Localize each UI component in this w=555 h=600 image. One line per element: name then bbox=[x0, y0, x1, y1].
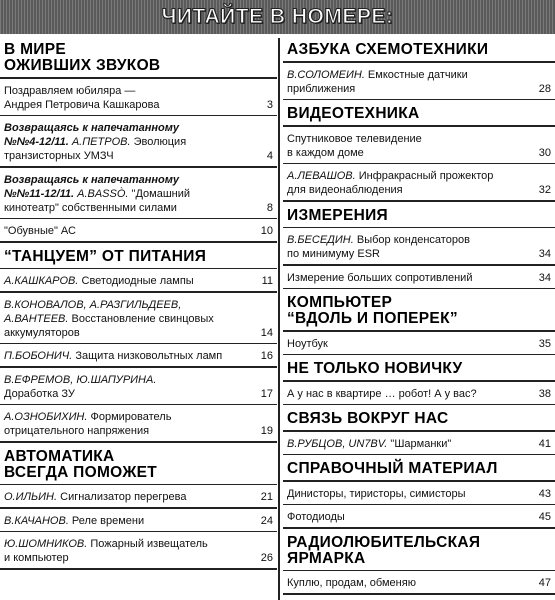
page-number: 26 bbox=[260, 552, 273, 564]
entry-author: A.BASSÒ. bbox=[74, 187, 129, 200]
entry-text: Реле времени bbox=[68, 514, 145, 527]
entry-text: и компьютер bbox=[4, 552, 69, 564]
toc-entry bbox=[0, 219, 277, 241]
toc-section bbox=[283, 355, 555, 405]
toc-entry bbox=[0, 344, 277, 366]
page-number: 47 bbox=[538, 577, 551, 589]
left-column bbox=[0, 36, 277, 570]
toc-section bbox=[283, 36, 555, 100]
section-title-line: АВТОМАТИКА bbox=[4, 447, 115, 465]
entry-text: Измерение больших сопротивлений bbox=[287, 271, 473, 284]
entry-text: Емкостные датчики bbox=[364, 68, 468, 81]
toc-entry bbox=[0, 293, 277, 343]
section-title-line: НЕ ТОЛЬКО НОВИЧКУ bbox=[287, 360, 463, 377]
toc-entry bbox=[0, 509, 277, 531]
section-title-line: ВСЕГДА ПОМОЖЕТ bbox=[4, 463, 158, 481]
toc-entry bbox=[283, 432, 555, 454]
entry-text: Андрея Петровича Кашкарова bbox=[4, 98, 160, 111]
entry-text: в каждом доме bbox=[287, 146, 364, 159]
entry-author: А.ПЕТРОВ. bbox=[68, 136, 131, 148]
page-number: 10 bbox=[260, 225, 273, 237]
page-number: 41 bbox=[538, 437, 551, 450]
entry-text: Формирователь bbox=[87, 411, 172, 423]
entry-text: Спутниковое телевидение bbox=[287, 132, 422, 145]
toc-section bbox=[283, 405, 555, 455]
entry-text: Пожарный извещатель bbox=[87, 538, 208, 550]
toc-section bbox=[283, 289, 555, 355]
page-number: 8 bbox=[266, 201, 273, 214]
toc-entry bbox=[283, 382, 555, 404]
page-number: 38 bbox=[538, 387, 551, 400]
entry-text: Выбор конденсаторов bbox=[353, 234, 470, 246]
entry-text: кинотеатр" собственными силами bbox=[4, 201, 177, 214]
entry-text: "Домашний bbox=[128, 187, 191, 200]
toc-entry bbox=[0, 269, 277, 291]
toc-entry bbox=[283, 127, 555, 163]
toc-section bbox=[283, 202, 555, 290]
section-title bbox=[283, 455, 555, 480]
page-number: 24 bbox=[260, 514, 273, 527]
page-number: 16 bbox=[260, 350, 273, 362]
section-title-line: ОЖИВШИХ ЗВУКОВ bbox=[4, 57, 161, 74]
banner-title: ЧИТАЙТЕ В НОМЕРЕ: bbox=[161, 5, 394, 28]
toc-entry bbox=[283, 571, 555, 593]
page-number: 19 bbox=[260, 425, 273, 437]
entry-author: В.СОЛОМЕИН. bbox=[287, 68, 365, 81]
section-title bbox=[0, 36, 277, 77]
entry-author: О.ИЛЬИН. bbox=[4, 491, 58, 503]
entry-author: В.ЕФРЕМОВ, Ю.ШАПУРИНА. bbox=[4, 373, 157, 386]
entry-text: Восстановление свинцовых bbox=[68, 312, 214, 325]
entry-text: приближения bbox=[287, 82, 356, 95]
section-title bbox=[283, 405, 555, 430]
entry-text: для видеонаблюдения bbox=[287, 184, 403, 196]
section-title-line: ВИДЕОТЕХНИКА bbox=[287, 105, 420, 122]
section-title-line: “ВДОЛЬ И ПОПЕРЕК” bbox=[287, 310, 458, 327]
toc-entry bbox=[0, 532, 277, 568]
entry-text: Ноутбук bbox=[287, 337, 328, 350]
right-column bbox=[283, 36, 555, 595]
entry-text: Куплю, продам, обменяю bbox=[287, 577, 416, 589]
entry-heading: Возвращаясь к напечатанному bbox=[4, 173, 179, 186]
entry-text: Фотодиоды bbox=[287, 511, 345, 523]
entry-author: В.РУБЦОВ, UN7BV. bbox=[287, 437, 388, 450]
section-title-line: ИЗМЕРЕНИЯ bbox=[287, 206, 388, 224]
toc-section bbox=[0, 243, 277, 443]
section-title bbox=[283, 355, 555, 380]
section-title bbox=[0, 443, 277, 484]
issue-ref: №№11-12/11. bbox=[4, 187, 75, 200]
section-title-line: СВЯЗЬ ВОКРУГ НАС bbox=[287, 410, 449, 427]
section-divider bbox=[283, 593, 555, 595]
section-title bbox=[283, 100, 555, 125]
entry-author: А.ВАНТЕЕВ. bbox=[4, 312, 69, 325]
page-number: 28 bbox=[538, 82, 551, 95]
section-title-line: КОМПЬЮТЕР bbox=[287, 294, 393, 311]
page-number: 14 bbox=[260, 326, 273, 339]
section-title bbox=[283, 36, 555, 61]
entry-text: Поздравляем юбиляра — bbox=[4, 84, 136, 97]
entry-text: Светодиодные лампы bbox=[78, 275, 194, 287]
page-number: 21 bbox=[260, 491, 273, 503]
entry-text: А у нас в квартире … робот! А у вас? bbox=[287, 387, 477, 400]
entry-text: транзисторных УМЗЧ bbox=[4, 150, 114, 162]
entry-author: П.БОБОНИЧ. bbox=[4, 350, 73, 362]
toc-entry bbox=[0, 168, 277, 218]
toc-entry bbox=[0, 485, 277, 507]
page-number: 3 bbox=[266, 98, 273, 111]
entry-text: Динисторы, тиристоры, симисторы bbox=[287, 487, 466, 500]
page-number: 17 bbox=[260, 387, 273, 400]
page-number: 43 bbox=[538, 487, 551, 500]
page-number: 35 bbox=[538, 337, 551, 350]
entry-text: "Обувные" АС bbox=[4, 225, 76, 237]
toc-section bbox=[283, 455, 555, 529]
entry-author: А.КАШКАРОВ. bbox=[4, 275, 79, 287]
section-title bbox=[283, 289, 555, 330]
entry-text: Инфракрасный прожектор bbox=[355, 170, 494, 182]
entry-text: Эволюция bbox=[130, 136, 187, 148]
section-title-line: “ТАНЦУЕМ” ОТ ПИТАНИЯ bbox=[4, 247, 207, 265]
section-title-line: ЯРМАРКА bbox=[287, 549, 366, 567]
toc-entry bbox=[0, 405, 277, 441]
section-title-line: СПРАВОЧНЫЙ МАТЕРИАЛ bbox=[287, 460, 498, 477]
toc-entry bbox=[283, 164, 555, 200]
entry-text: Защита низковольтных ламп bbox=[72, 350, 223, 362]
page-number: 34 bbox=[538, 248, 551, 260]
page-number: 11 bbox=[261, 275, 273, 287]
entry-text: отрицательного напряжения bbox=[4, 425, 150, 437]
toc-section bbox=[0, 443, 277, 570]
column-divider bbox=[278, 38, 280, 600]
toc-section bbox=[0, 36, 277, 243]
entry-text: Сигнализатор перегрева bbox=[57, 491, 187, 503]
page-number: 32 bbox=[538, 184, 551, 196]
toc-entry bbox=[0, 116, 277, 166]
entry-author: Ю.ШОМНИКОВ. bbox=[4, 538, 88, 550]
toc-section bbox=[283, 100, 555, 202]
entry-author: А.ОЗНОБИХИН. bbox=[4, 411, 88, 423]
page-number: 45 bbox=[538, 511, 551, 523]
issue-ref: №№4-12/11. bbox=[4, 136, 69, 148]
entry-text: Доработка ЗУ bbox=[4, 387, 75, 400]
entry-text: "Шарманки" bbox=[387, 437, 452, 450]
section-title bbox=[0, 243, 277, 268]
entry-author: В.БЕСЕДИН. bbox=[287, 234, 354, 246]
section-title-line: АЗБУКА СХЕМОТЕХНИКИ bbox=[287, 41, 489, 58]
entry-text: аккумуляторов bbox=[4, 326, 80, 339]
entry-text: по минимуму ESR bbox=[287, 248, 380, 260]
toc-entry bbox=[0, 79, 277, 115]
section-title-line: В МИРЕ bbox=[4, 41, 67, 58]
entry-author: В.КАЧАНОВ. bbox=[4, 514, 69, 527]
contents-banner bbox=[0, 0, 555, 34]
section-title-line: РАДИОЛЮБИТЕЛЬСКАЯ bbox=[287, 533, 481, 551]
toc-entry bbox=[283, 266, 555, 288]
entry-author: В.КОНОВАЛОВ, А.РАЗГИЛЬДЕЕВ, bbox=[4, 298, 182, 311]
toc-entry bbox=[283, 332, 555, 354]
section-divider bbox=[0, 568, 277, 570]
toc-entry bbox=[0, 368, 277, 404]
entry-heading: Возвращаясь к напечатанному bbox=[4, 122, 179, 134]
page-number: 4 bbox=[266, 150, 273, 162]
toc-entry bbox=[283, 228, 555, 264]
section-title bbox=[283, 202, 555, 227]
toc-entry bbox=[283, 505, 555, 527]
page-number: 34 bbox=[538, 271, 551, 284]
toc-entry bbox=[283, 482, 555, 504]
section-title bbox=[283, 529, 555, 570]
toc-entry bbox=[283, 63, 555, 99]
entry-author: А.ЛЕВАШОВ. bbox=[287, 170, 356, 182]
page-number: 30 bbox=[538, 146, 551, 159]
toc-section bbox=[283, 529, 555, 595]
